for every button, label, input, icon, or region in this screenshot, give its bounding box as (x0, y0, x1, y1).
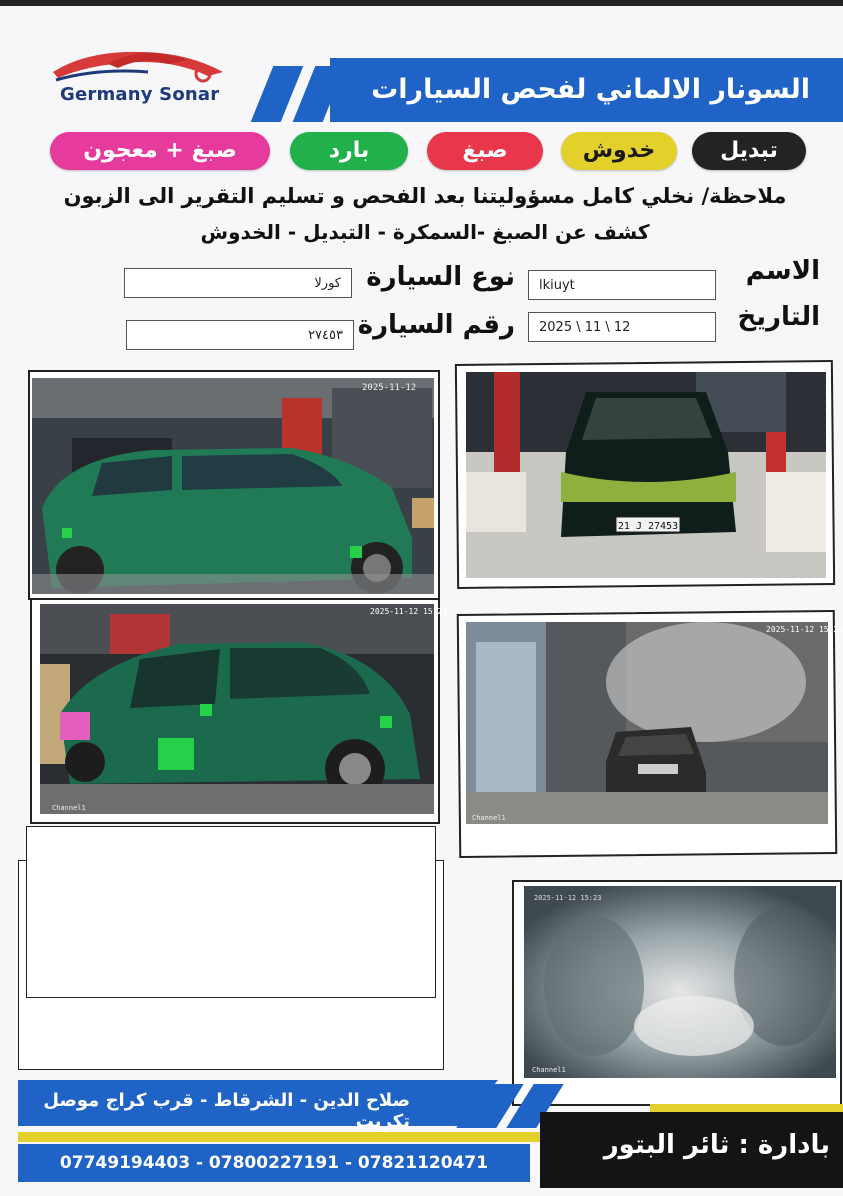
channel-label: Channel1 (532, 1066, 566, 1074)
timestamp-4: 2025-11-12 15:23 (534, 894, 602, 902)
car-rear-photo (466, 622, 843, 824)
car-side-photo-1 (32, 378, 434, 594)
legend-cold: بارد (290, 132, 408, 170)
empty-photo-frame (26, 826, 436, 998)
logo-text: Germany Sonar (60, 84, 220, 105)
yellow-divider (18, 1132, 548, 1142)
address-text: صلاح الدين - الشرقاط - قرب كراج موصل تكريت (43, 1090, 410, 1132)
car-type-field[interactable]: كورلا (124, 268, 352, 298)
channel-label: Channel1 (52, 804, 86, 812)
car-type-label: نوع السيارة (366, 262, 515, 292)
car-logo-icon (48, 42, 238, 122)
date-field[interactable]: 2025 \ 11 \ 12 (528, 312, 716, 342)
svg-text:2025-11-12: 2025-11-12 (362, 383, 417, 393)
page-title: السونار الالماني لفحص السيارات (371, 74, 810, 105)
channel-label: Channel1 (472, 814, 506, 822)
car-front-photo (466, 372, 826, 578)
name-field[interactable]: lkiuyt (528, 270, 716, 300)
name-label: الاسم (745, 256, 820, 286)
license-plate-text: 21 J 27453 (617, 521, 679, 532)
blurred-photo (524, 886, 836, 1078)
legend-scratches: خدوش (561, 132, 677, 170)
timestamp-2: 2025-11-12 15:23 (370, 607, 448, 616)
date-label: التاريخ (737, 302, 820, 332)
legend-paint: صبغ (427, 132, 543, 170)
timestamp-3: 2025-11-12 15:23 (766, 625, 843, 634)
legend-replaced: تبديل (692, 132, 806, 170)
note-line-1: ملاحظة/ نخلي كامل مسؤوليتنا بعد الفحص و تسليم التقرير الى الزبون (63, 184, 787, 208)
note-line-2: كشف عن الصبغ -السمكرة - التبديل - الخدوش (200, 220, 650, 244)
car-number-label: رقم السيارة (357, 310, 515, 340)
legend-paint-putty: صبغ + معجون (50, 132, 270, 170)
car-number-field[interactable]: ٢٧٤٥٣ (126, 320, 354, 350)
car-side-photo-2 (40, 604, 448, 814)
phone-numbers: 07749194403 - 07800227191 - 07821120471 (59, 1153, 489, 1173)
management-text: بادارة : ثائر البتور (603, 1130, 830, 1160)
